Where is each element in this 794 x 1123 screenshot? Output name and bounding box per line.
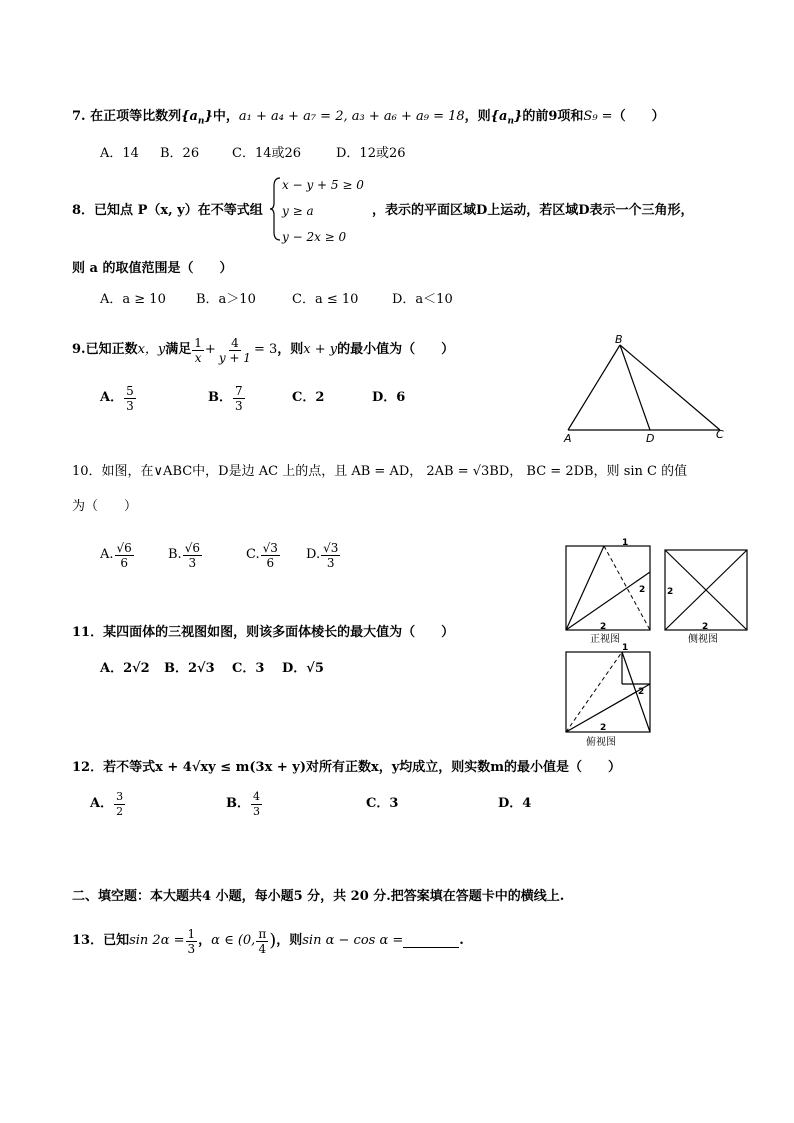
front-view: [566, 538, 650, 645]
q10-option-b: B. $\frac{√6}{3}$: [168, 540, 200, 570]
q9-frac-1: $\frac{1}{x}$: [194, 335, 202, 365]
q9-option-d: D．6: [372, 390, 406, 405]
q11-stem: 11．某四面体的三视图如图，则该多面体棱长的最大值为（ ）: [72, 625, 455, 640]
q9-stem: 9.已知正数 x，y 满足 $\frac{1}{x}$ + $\frac{4}{y + 1}$ = 3 ，则 x + y 的最小值为（ ）: [72, 335, 455, 365]
q13-answer-blank[interactable]: [403, 935, 459, 948]
q8-stem-b: ，表示的平面区域D上运动，若区域D表示一个三角形，: [372, 203, 694, 218]
svg-text:1: 1: [622, 643, 629, 653]
svg-text:2: 2: [600, 723, 607, 733]
q11-option-a: A．2√2: [100, 661, 150, 676]
q7-s9: S₉ =: [583, 109, 613, 124]
q7-seq: $\{a_n\}$: [181, 109, 213, 127]
three-view-figure: [560, 536, 756, 748]
q12-option-a: A． $\frac{3}{2}$: [90, 789, 124, 818]
svg-text:2: 2: [638, 687, 645, 697]
q8-ineq-3: y − 2x ≥ 0: [282, 230, 347, 244]
label-a: A: [564, 432, 572, 445]
q9-frac-2: $\frac{4}{y + 1}$: [218, 335, 251, 365]
q9-option-c: C．2: [292, 390, 325, 405]
q7-stem-a: 7. 在正项等比数列: [72, 109, 182, 124]
q8-system: [282, 172, 364, 250]
q11-option-b: B．2√3: [164, 661, 215, 676]
q10-option-d: D. $\frac{√3}{3}$: [306, 540, 339, 570]
q12-stem: 12．若不等式x + 4√xy ≤ m(3x + y)对所有正数x，y均成立，则实数m的最小值是（ ）: [72, 760, 622, 775]
q7-condition: a₁ + a₄ + a₇ = 2, a₃ + a₆ + a₉ = 18: [238, 109, 465, 124]
q11-option-c: C．3: [232, 661, 265, 676]
q9-option-a: A． $\frac{5}{3}$: [100, 383, 134, 413]
q8-option-b: B．a＞10: [196, 292, 256, 307]
top-view-label: 俯视图: [586, 737, 616, 748]
svg-text:2: 2: [702, 622, 709, 632]
side-view-label: 侧视图: [688, 634, 718, 645]
top-view: [566, 643, 650, 748]
q7-seq-2: $\{a_n\}$: [490, 109, 523, 127]
q7-option-c: C．14或26: [232, 146, 302, 161]
q8-line2: 则 a 的取值范围是（ ）: [72, 261, 233, 276]
q12-option-d: D．4: [498, 796, 532, 811]
svg-text:1: 1: [622, 538, 629, 548]
q9-vars: x，y: [137, 342, 166, 357]
q8-option-a: A．a ≥ 10: [100, 292, 166, 307]
q10-option-a: A. $\frac{√6}{6}$: [100, 540, 132, 570]
svg-text:2: 2: [667, 587, 674, 597]
q8-ineq-2: y ≥ a: [282, 204, 314, 218]
q9-option-b: B． $\frac{7}{3}$: [208, 383, 243, 413]
triangle-figure: [556, 330, 736, 448]
label-d: D: [646, 432, 655, 445]
q7-option-b: B．26: [160, 146, 200, 161]
q10-option-c: C. $\frac{√3}{6}$: [246, 540, 278, 570]
q8-option-d: D．a＜10: [392, 292, 453, 307]
q11-option-d: D．√5: [282, 661, 324, 676]
q7-stem: 7. 在正项等比数列$\{a_n\}$中，a₁ + a₄ + a₇ = 2, a₃ + a₆ + a₉ = 18，则$\{a_n\}$的前9项和S₉ =（ ）: [72, 109, 665, 127]
svg-text:2: 2: [639, 585, 646, 595]
svg-text:2: 2: [600, 622, 607, 632]
q8-brace: [270, 176, 282, 242]
front-view-label: 正视图: [590, 634, 620, 645]
q7-option-a: A．14: [100, 146, 139, 161]
side-view: [665, 550, 747, 645]
q12-option-b: B． $\frac{4}{3}$: [226, 789, 260, 818]
q8-option-c: C．a ≤ 10: [292, 292, 359, 307]
q7-paren: （ ）: [612, 109, 665, 124]
q12-option-c: C．3: [366, 796, 399, 811]
label-c: C: [716, 428, 724, 441]
q10-line2: 为（ ）: [72, 499, 138, 514]
q9-expr: x + y: [303, 342, 338, 357]
q8-ineq-1: x − y + 5 ≥ 0: [282, 178, 364, 192]
q8-stem-a: 8．已知点 P（x, y）在不等式组: [72, 203, 263, 218]
section2-heading: 二、填空题：本大题共4 小题，每小题5 分，共 20 分.把答案填在答题卡中的横线上.: [72, 889, 565, 904]
q7-option-d: D．12或26: [336, 146, 406, 161]
label-b: B: [615, 333, 623, 346]
q10-line1: 10．如图，在∨ABC中，D是边 AC 上的点，且 AB = AD， 2AB = √3BD， BC = 2DB，则 sin C 的值: [72, 464, 688, 479]
q13-stem: 13．已知 sin 2α = $\frac{1}{3}$ ， α ∈ (0, $\frac{\pi}{4}$ ) ，则 sin α − cos α = .: [72, 926, 464, 956]
edge-ba: [568, 345, 620, 430]
